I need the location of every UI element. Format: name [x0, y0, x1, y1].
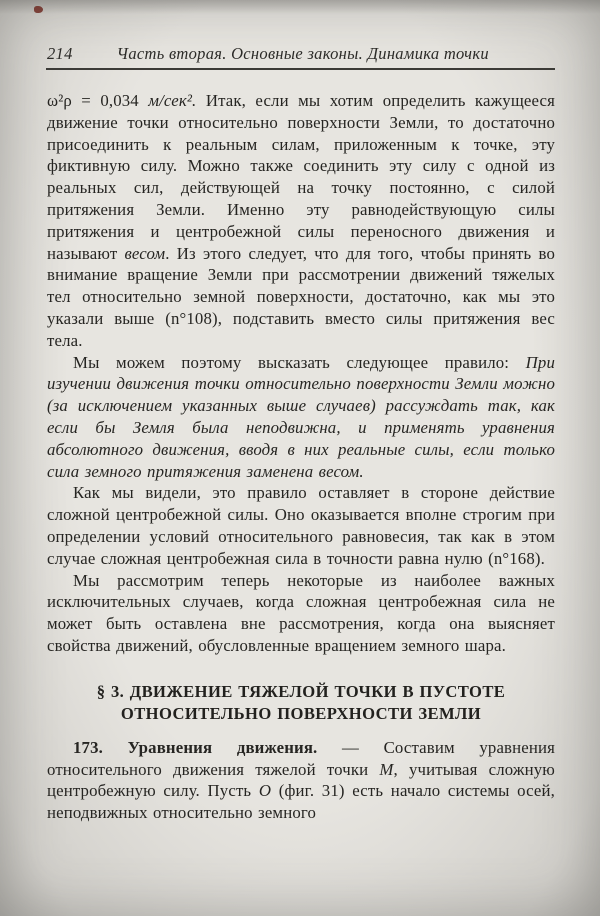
- paragraph-equations-of-motion: [47, 737, 555, 824]
- paragraph-text: Итак, если мы хотим определить кажущееся движение точки относительно поверхности Земли, то достаточно присоединить к реальным силам, приложенным к точке, эту фиктивную силу. Можно также соединить эту силу с одной из реальных сил, действующей на точку постоянно, с силой притяжения Земли. Именно эту равнодействующую силы притяжения и центробежной силы переносного движения и называют: [47, 91, 556, 263]
- emphasis-weight-term: весом: [124, 243, 166, 263]
- page-number: 214: [47, 44, 73, 63]
- scan-artifact: [34, 6, 43, 13]
- header-rule: [46, 68, 555, 70]
- formula-units: м/сек².: [148, 91, 197, 110]
- paragraph-text: Мы рассмотрим теперь некоторые из наиболее важных исключительных случаев, когда сложная центробежная сила не может быть оставлена вне рассмотрения, когда она выясняет свойства движений, обусловленные вращением земного шара.: [47, 570, 555, 655]
- paragraph-text: — Составим уравнения относительного движения тяжелой точки: [47, 737, 555, 779]
- page-header: [47, 44, 554, 64]
- variable-O: O: [258, 781, 272, 801]
- paragraph-text: Как мы видели, это правило оставляет в стороне действие сложной центробежной силы. Оно оказывается вполне строгим при определении условий относительного равновесия, так как в этом случае сложная центробежная сила в точности равна нулю (n°168).: [47, 483, 555, 568]
- paragraph-exceptional-cases: [47, 570, 555, 657]
- text-block: [47, 90, 555, 824]
- section-heading: [47, 681, 555, 725]
- paragraph-text: Мы можем поэтому высказать следующее правило:: [73, 352, 526, 372]
- numbered-section-lead: 173. Уравнения движения.: [73, 737, 318, 757]
- paragraph-text: , учитывая сложную центробежную силу. Пусть: [47, 759, 555, 801]
- paragraph-rule-statement: [47, 352, 555, 483]
- rule-italic-text: При изучении движения точки относительно поверхности Земли можно (за исключением указанных выше случаев) рассуждать так, как если бы Земля была неподвижна, и применять уравнения абсолютного движения, вводя в них реальные силы, если только сила земного притяжения заменена весом.: [47, 352, 555, 481]
- formula-value: ω²ρ = 0,034: [47, 91, 149, 110]
- paragraph-text: (фиг. 31) есть начало системы осей, неподвижных относительно земного: [47, 781, 555, 823]
- variable-M: M: [379, 759, 394, 779]
- running-head: Часть вторая. Основные законы. Динамика точки: [116, 44, 489, 63]
- section-heading-line2: ОТНОСИТЕЛЬНО ПОВЕРХНОСТИ ЗЕМЛИ: [120, 703, 482, 723]
- formula-omega: [47, 91, 196, 110]
- paragraph-rule-limits: [47, 482, 555, 569]
- paragraph-weight-definition: [47, 90, 555, 352]
- paragraph-text: . Из этого следует, что для того, чтобы принять во внимание вращение Земли при рассмотрении движений тяжелых тел относительно земной поверхности, достаточно, как мы это указали выше (n°108), подставить вместо силы притяжения вес тела.: [47, 243, 555, 350]
- section-heading-line1: § 3. ДВИЖЕНИЕ ТЯЖЕЛОЙ ТОЧКИ В ПУСТОТЕ: [96, 681, 506, 701]
